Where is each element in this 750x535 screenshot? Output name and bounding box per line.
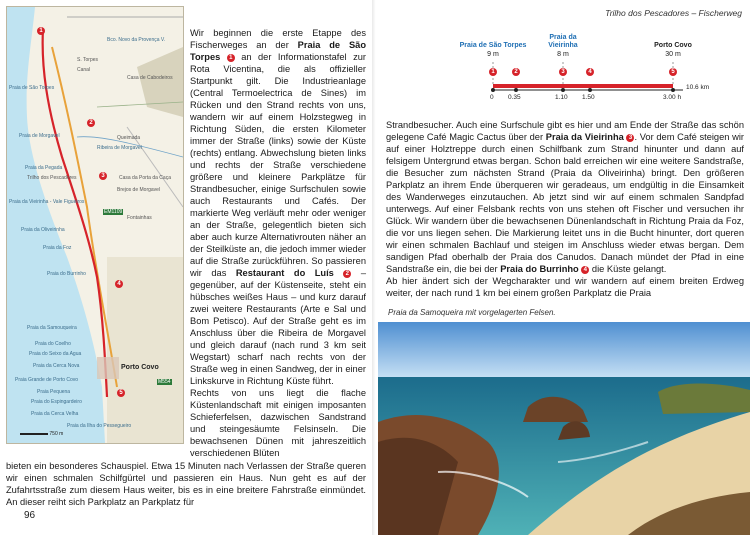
map-label: Praia de Morgavel bbox=[19, 133, 60, 139]
map-label: Praia do Espingardeiro bbox=[31, 399, 82, 405]
waypoint-marker: 2 bbox=[343, 270, 351, 278]
map-label: Praia da Cerca Nova bbox=[33, 363, 80, 369]
station-alt: 30 m bbox=[665, 51, 681, 58]
map-label: Praia da Samouqueira bbox=[27, 325, 77, 331]
text-run: die Küste gelangt. bbox=[589, 264, 667, 274]
map-label: Praia Pequena bbox=[37, 389, 71, 395]
map-marker-1: 1 bbox=[37, 27, 45, 35]
profile-marker: 3 bbox=[559, 68, 567, 76]
left-column-text bbox=[190, 27, 366, 459]
elevation-graph bbox=[458, 28, 748, 108]
map-marker-3: 3 bbox=[99, 172, 107, 180]
station-alt: 8 m bbox=[557, 51, 569, 58]
waypoint-marker: 3 bbox=[626, 134, 634, 142]
map-label: Casa de Cabodeiros bbox=[127, 75, 173, 81]
map-label: Praia da Cerca Velha bbox=[31, 411, 79, 417]
station-dist: 1.10 bbox=[555, 94, 568, 101]
map-label: Canal bbox=[77, 67, 91, 73]
right-column-text bbox=[386, 119, 744, 299]
map-label: Bco. Novo da Provença V. bbox=[107, 37, 166, 43]
map-marker-5: 5 bbox=[117, 389, 125, 397]
map-label: Ribeira de Morgavel bbox=[97, 145, 142, 151]
station-dist: 1.50 bbox=[582, 94, 595, 101]
profile-marker: 2 bbox=[512, 68, 520, 76]
station-name: Porto Covo bbox=[654, 42, 692, 49]
coast-photo bbox=[378, 322, 750, 535]
place-name: Praia da Vieirinha bbox=[545, 132, 624, 142]
waypoint-marker: 4 bbox=[581, 266, 589, 274]
total-distance: 10.6 km bbox=[686, 84, 710, 91]
map-label: Casa da Porta da Caça bbox=[119, 175, 171, 181]
profile-marker: 4 bbox=[586, 68, 594, 76]
text-run: Wir beginnen die erste Etappe des Fischerweges an der bbox=[190, 28, 366, 50]
map-label-porto-covo: Porto Covo bbox=[121, 364, 159, 371]
station-dist: 0 bbox=[490, 94, 494, 101]
profile-marker: 1 bbox=[489, 68, 497, 76]
station-dist: 3.00 h bbox=[663, 94, 682, 101]
map-scale bbox=[17, 431, 63, 437]
elevation-profile bbox=[458, 28, 748, 108]
text-run: Rechts von uns liegt die flache Küstenlandschaft mit einigen imposanten Schieferfelsen, dazwischen Sandstrand und steingesäumte Felsinseln. Die bewachsenen Dünen mit jahreszeitlich verschiedenen Blüten bbox=[190, 388, 366, 458]
map-label: Praia do Burrinho bbox=[47, 271, 86, 277]
map-marker-4: 4 bbox=[115, 280, 123, 288]
map-label: Praia de São Torpes bbox=[9, 85, 55, 91]
map-marker-2: 2 bbox=[87, 119, 95, 127]
map-label: Fontainhas bbox=[127, 215, 152, 221]
right-page bbox=[378, 0, 750, 535]
map-label: Praia do Seixo da Agua bbox=[29, 351, 82, 357]
map-label: Queimada bbox=[117, 135, 141, 141]
map-label: Praia da Oliveirinha bbox=[21, 227, 65, 233]
map-label: Praia da Ilha do Pessegueiro bbox=[67, 423, 132, 429]
profile-marker: 5 bbox=[669, 68, 677, 76]
map-label: Brejos de Morgavel bbox=[117, 187, 161, 193]
map-label: Praia da Foz bbox=[43, 245, 72, 251]
text-run: – gegenüber, auf der Küstenseite, steht ein hübsches weißes Haus – und kurz darauf zwei weitere Restaurants (Arte e Sal und Bom Petisco). Auf der Straße geht es im Anschluss über die Ribeira de Morgavel und gleich darauf (nach rund 3 km seit Wegstart) scharf nach rechts von der Straße weg in einen Sandweg, der in einer Linkskurve in Richtung Küste führt. bbox=[190, 268, 366, 386]
map-label: S. Torpes bbox=[77, 57, 99, 63]
station-dist: 0.35 bbox=[508, 94, 521, 101]
page-number: 96 bbox=[24, 510, 36, 521]
text-run: an der Informationstafel zur Rota Vicentina, die als offizieller Startpunkt gilt. Die Industrieanlage (Central Termoelectrica de Sines) im Rücken und den Strand rechts von uns, wandern wir auf einem Holzstegweg in Richtung Süden, die ersten Kilometer immer der Straße (links) sowie der Küste (rechts) entlang. Abwechslung bieten links und rechts der Straße verschiedene größere und kleinere Parkplätze für Strandbesucher, einige Surfschulen sowie auch Restaurants und Cafés. Der markierte Weg verläuft mehr oder weniger an der Straße, gelegentlich bieten sich aber auch kurze Alternativrouten näher an der Steilküste an, die jedoch immer wieder auf die Straße zurückführen. So passieren wir das bbox=[190, 52, 366, 278]
station-name: Praia da Vieirinha bbox=[548, 34, 578, 49]
station-name: Praia de São Torpes bbox=[459, 42, 527, 49]
map-label: Praia da Vieirinha - Vale Figueiros bbox=[9, 199, 85, 205]
place-name: Praia do Burrinho bbox=[500, 264, 579, 274]
scale-bar bbox=[20, 433, 48, 435]
map-label: Praia da Pegada bbox=[25, 165, 63, 171]
map-label: Trilho dos Pescadores bbox=[27, 175, 77, 181]
map-label: EM1109 bbox=[104, 209, 123, 215]
text-run: Strandbesucher. Auch eine Surfschule gibt es hier und am Ende der Straße das schön gelegene Café Magic Cactus über der bbox=[386, 120, 744, 142]
text-run: Ab hier ändert sich der Wegcharakter und wir wandern auf einem breiten Erdweg weiter, der nach rund 1 km bei einem großen Parkplatz die Praia bbox=[386, 276, 744, 298]
station-alt: 9 m bbox=[487, 51, 499, 58]
photo-caption: Praia da Samoqueira mit vorgelagerten Felsen. bbox=[388, 308, 556, 317]
running-head: Trilho dos Pescadores – Fischerweg bbox=[605, 8, 742, 18]
coast-photo-drawing bbox=[378, 322, 750, 535]
scale-label: 750 m bbox=[49, 431, 64, 437]
left-bottom-text: bieten ein besonderes Schauspiel. Etwa 15 Minuten nach Verlassen der Straße queren wir einen schmalen Schilfgürtel und passieren ein Haus. Nun geht es auf der Zufahrtsstraße zum diesem Haus weiter, bis es in eine breitere Fahrstraße einmündet. An dieser reiht sich Parkplatz an Parkplatz für bbox=[6, 461, 366, 507]
waypoint-marker: 1 bbox=[227, 54, 235, 62]
place-name: Praia de São Torpes bbox=[190, 40, 366, 62]
text-run: . Vor dem Café steigen wir auf einer Holztreppe durch einen Schilfbank zum Strand hinunter und dann auf felsigem Untergrund etwas bergan. Schon bald erreichen wir eine weitere Sandstraße, die Besucher zum nächsten Strand (Praia da Oliveirinha) bringt. Den größeren Parkplatz an ihrem Ende überqueren wir geradeaus, um endgültig in die Einsamkeit des Wanderweges einzutauchen. Ab jetzt sind wir auf einem schmalen Sandpfad unterwegs. Auf einer Felsbank rechts von uns stehen oft Fischer und versuchen ihr Glück. Wir wandern über die bewachsenen Dünenlandschaft in Richtung Praia da Foz, die vor uns liegen sehen. Die Markierung leitet uns in die Bucht hinunter, dort queren wir einen schmalen Bachlauf und steigen im Anschluss wieder etwas bergan. Dem sandigen Pfad oberhalb der Praia dos Canudos. Danach mündet der Pfad in eine Sandstraße ein, die bei der bbox=[386, 132, 744, 274]
map-label: M554 bbox=[158, 379, 171, 385]
left-page bbox=[0, 0, 372, 535]
map-label: Praia do Coelho bbox=[35, 341, 71, 347]
place-name: Restaurant do Luís bbox=[235, 268, 334, 278]
route-map bbox=[6, 6, 184, 444]
map-label: Praia Grande de Porto Covo bbox=[15, 377, 79, 383]
